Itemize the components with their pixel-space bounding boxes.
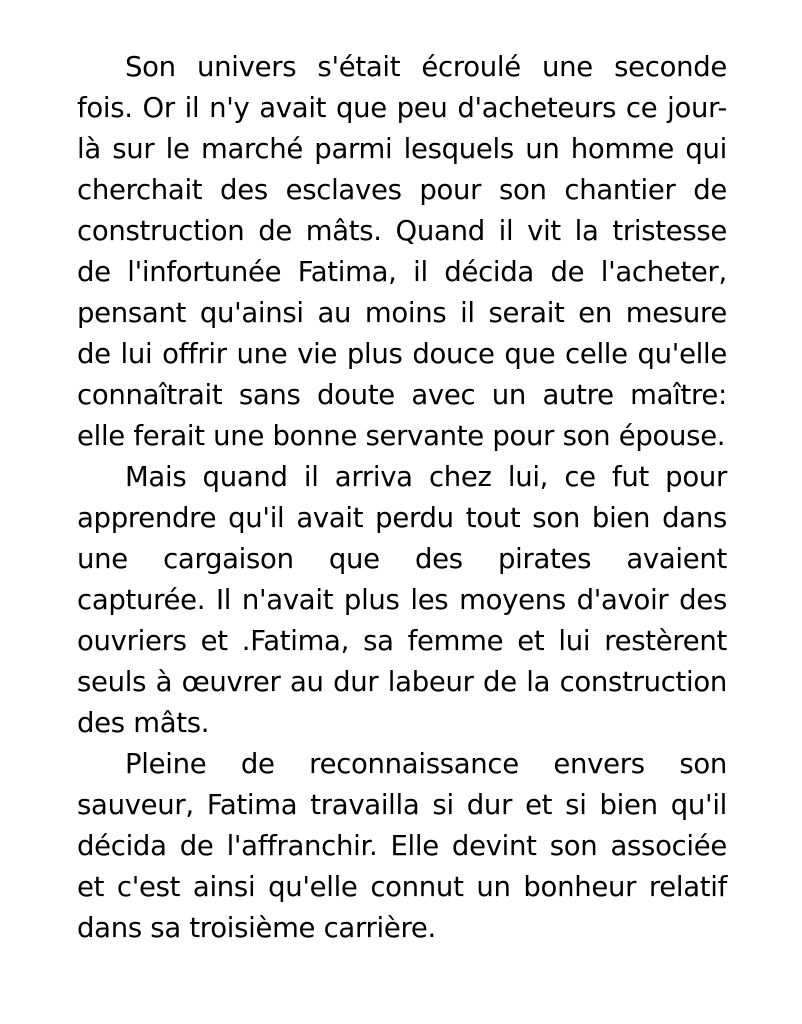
paragraph-1: Son univers s'était écroulé une seconde fois. Or il n'y avait que peu d'acheteurs ce jour-là sur le marché parmi lesquels un homme qui cherchait des esclaves pour son chantier de construction de mâts. Quand il vit la tristesse de l'infortunée Fatima, il décida de l'acheter, pensant qu'ainsi au moins il serait en mesure de lui offrir une vie plus douce que celle qu'elle connaîtrait sans doute avec un autre maître: elle ferait une bonne servante pour son épouse. — [77, 51, 727, 452]
paragraph-2: Mais quand il arriva chez lui, ce fut pour apprendre qu'il avait perdu tout son bien dans une cargaison que des pirates avaient capturée. Il n'avait plus les moyens d'avoir des ouvriers et .Fatima, sa femme et lui restèrent seuls à œuvrer au dur labeur de la construction des mâts. — [77, 461, 727, 739]
paragraph-3: Pleine de reconnaissance envers son sauveur, Fatima travailla si dur et si bien qu'il décida de l'affranchir. Elle devint son associée et c'est ainsi qu'elle connut un bonheur relatif dans sa troisième carrière. — [77, 748, 727, 944]
document-page — [77, 47, 727, 949]
